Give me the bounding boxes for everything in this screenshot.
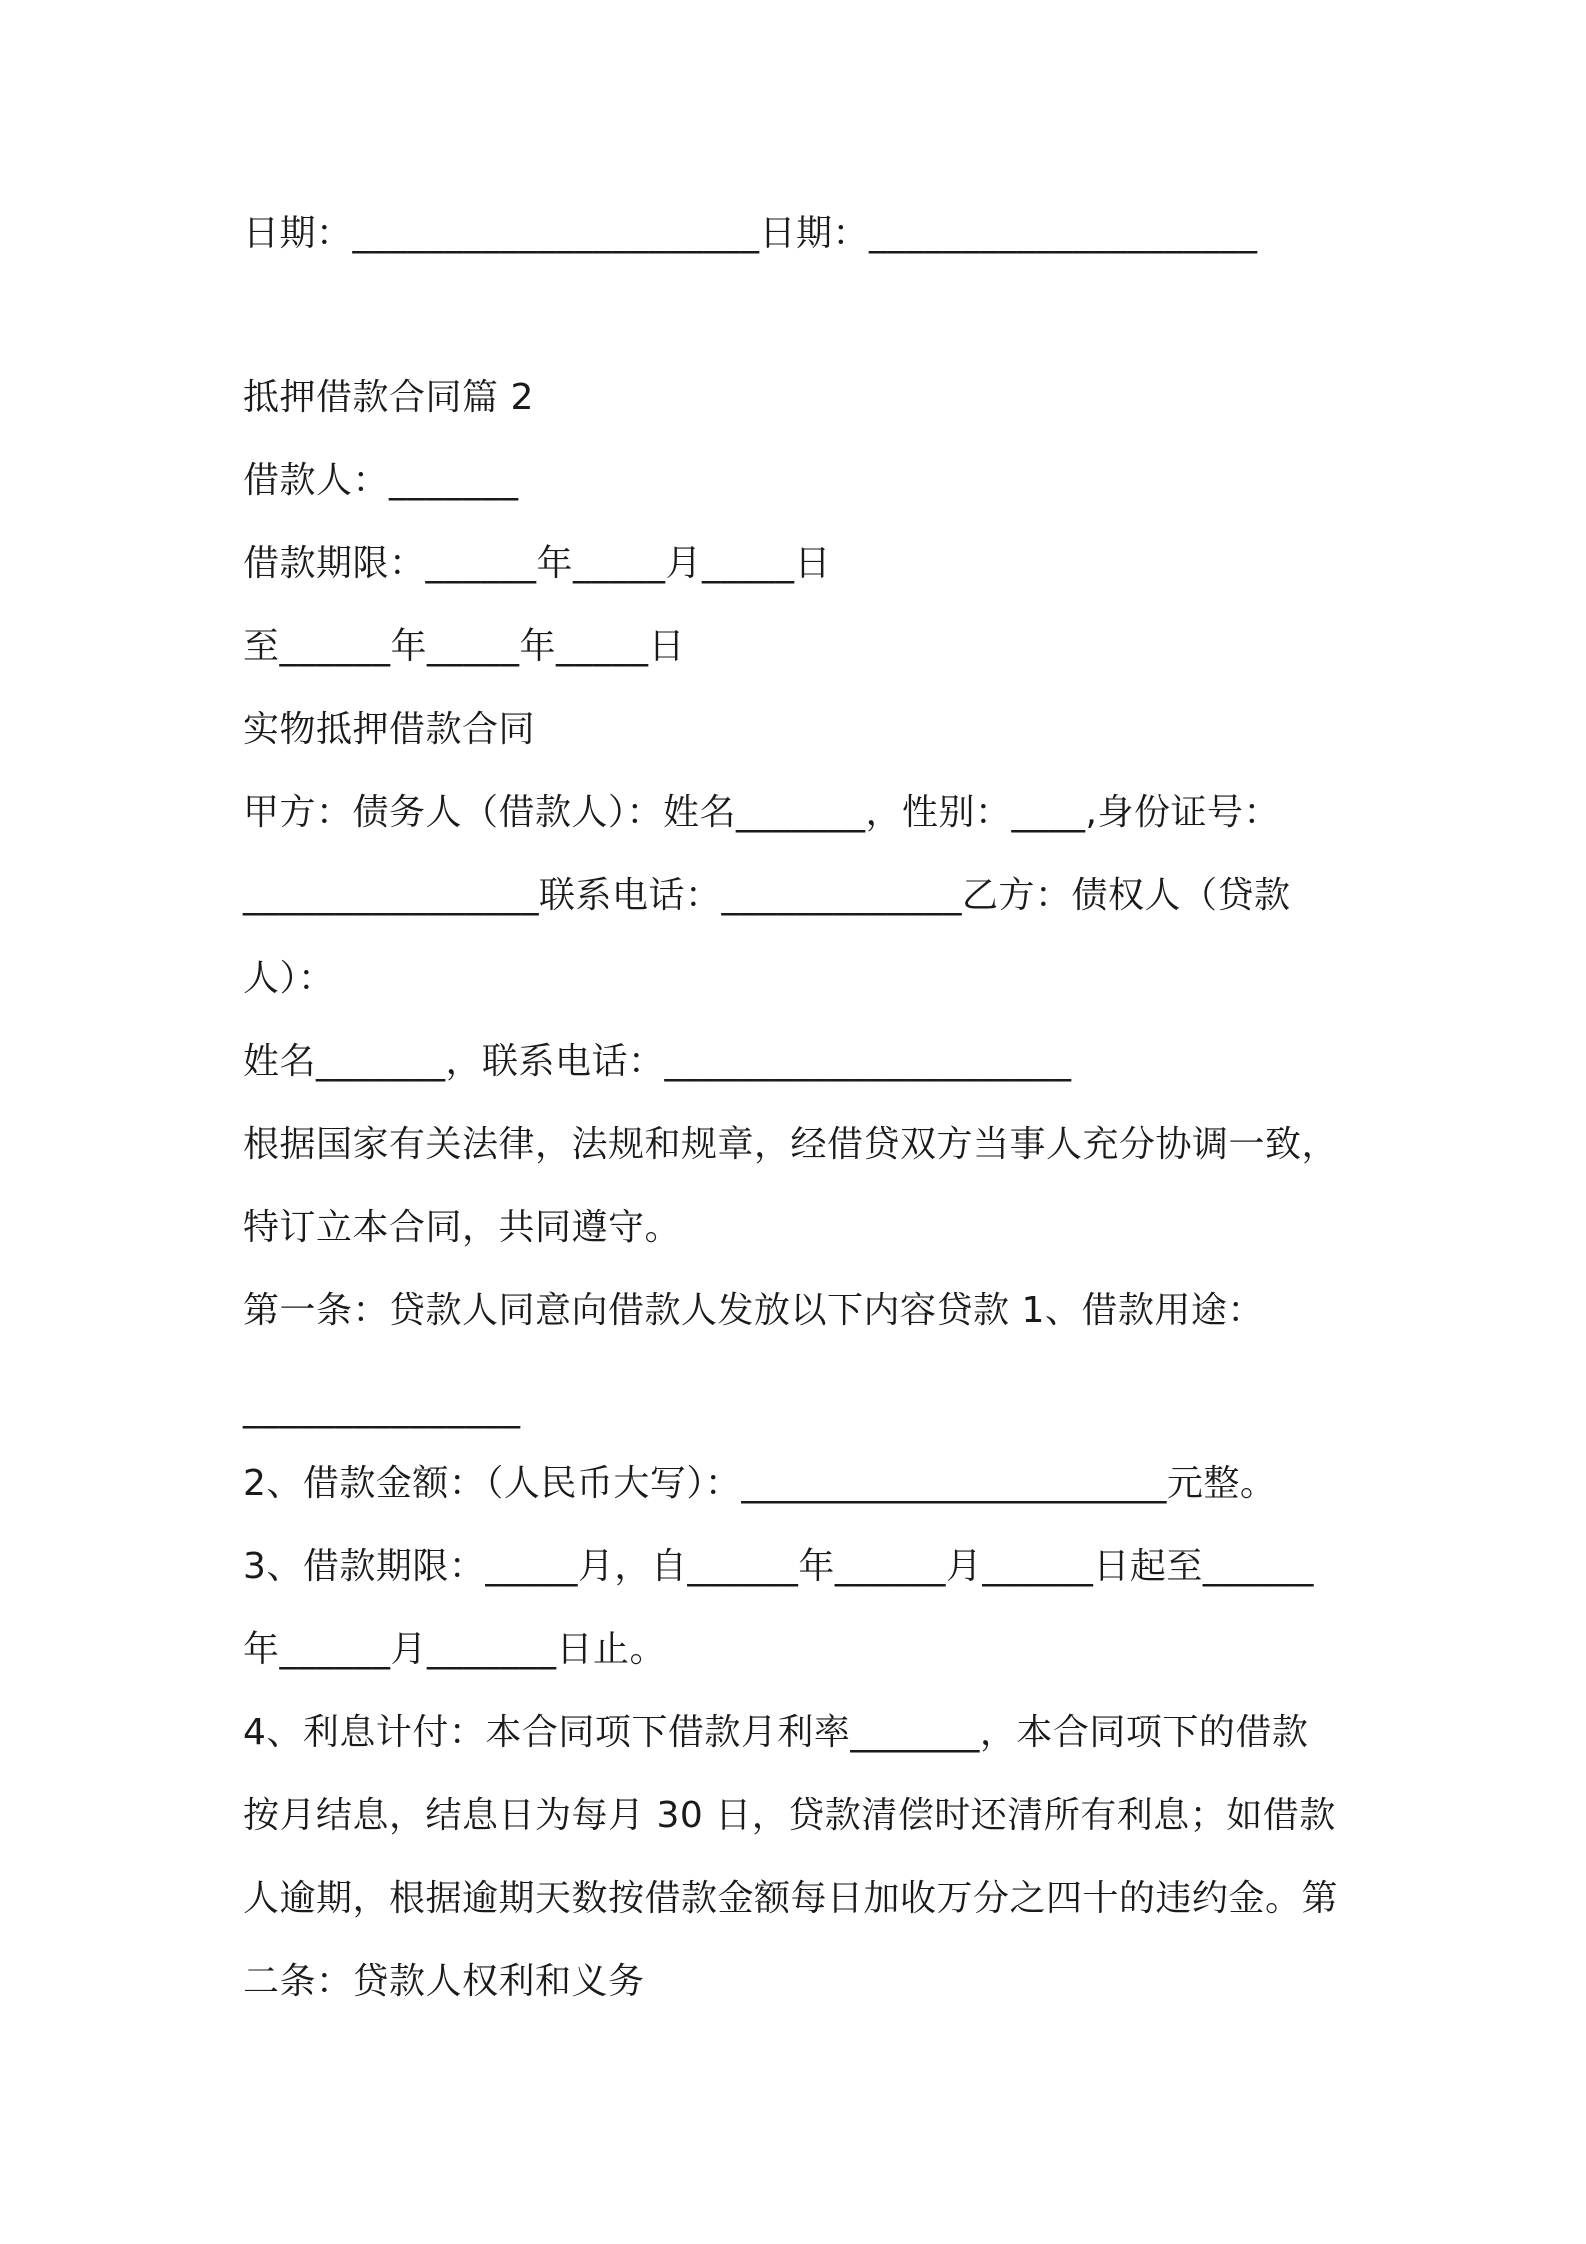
article-two-heading: 二条：贷款人权利和义务 [243,1961,645,2002]
loan-purpose-blank: _______________ [243,1388,521,1429]
interest-line-2: 按月结息，结息日为每月 30 日，贷款清偿时还清所有利息；如借款 [243,1795,1336,1836]
borrower-line: 借款人：_______ [243,460,519,501]
contract-heading: 实物抵押借款合同 [243,709,536,750]
loan-term-start-line: 借款期限：______年_____月_____日 [243,543,832,584]
loan-period-line-2: 年______月_______日止。 [243,1629,667,1670]
loan-amount-line: 2、借款金额：（人民币大写）：_______________________元整。 [243,1463,1277,1504]
loan-term-end-line: 至______年_____年_____日 [243,626,686,667]
preamble-line-2: 特订立本合同，共同遵守。 [243,1207,682,1248]
preamble-line-1: 根据国家有关法律，法规和规章，经借贷双方当事人充分协调一致， [243,1124,1339,1165]
date-signature-line: 日期：______________________日期：_____________________ [243,213,1258,254]
article-one-line: 第一条：贷款人同意向借款人发放以下内容贷款 1、借款用途： [243,1290,1264,1331]
party-a-contact-line: ________________联系电话：_____________乙方：债权人（贷款 [243,875,1291,916]
interest-line-1: 4、利息计付：本合同项下借款月利率_______，本合同项下的借款 [243,1712,1309,1753]
loan-period-line-1: 3、借款期限：_____月，自______年______月______日起至______ [243,1546,1314,1587]
section-title: 抵押借款合同篇 2 [243,377,534,418]
party-b-line: 人）： [243,958,335,999]
party-a-line: 甲方：债务人（借款人）：姓名_______，性别：____,身份证号： [243,792,1280,833]
interest-line-3: 人逾期，根据逾期天数按借款金额每日加收万分之四十的违约金。第 [243,1878,1339,1919]
party-b-name-line: 姓名_______，联系电话：______________________ [243,1041,1072,1082]
